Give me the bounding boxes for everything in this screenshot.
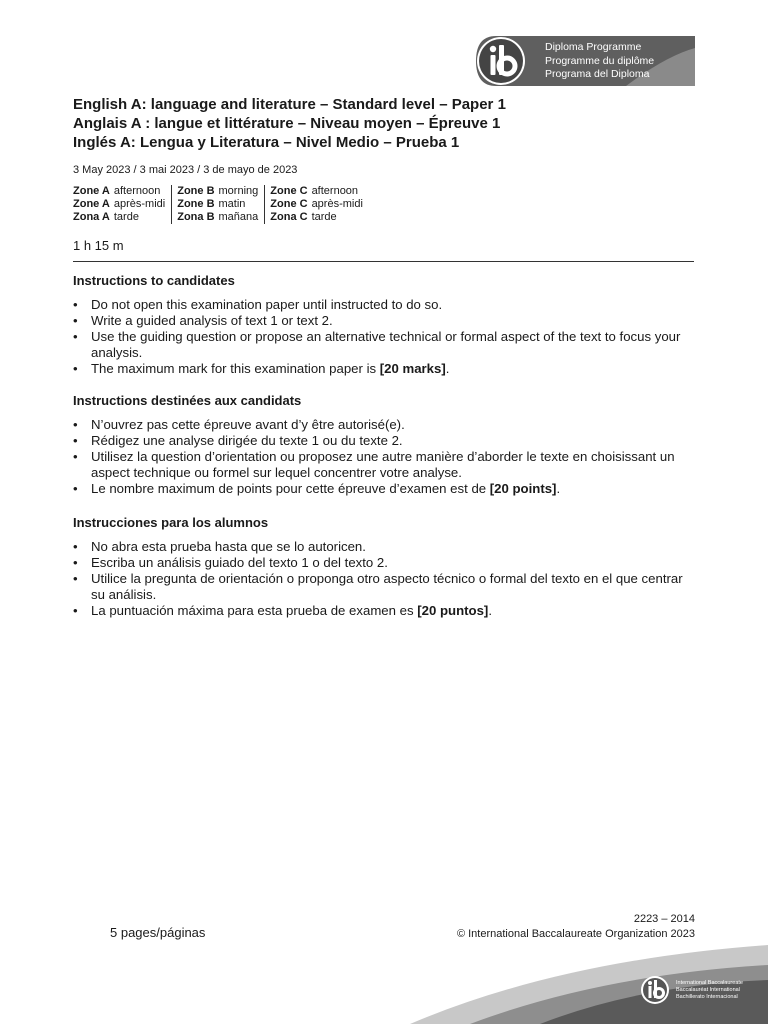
exam-titles bbox=[73, 95, 506, 152]
paper-code: 2223 – 2014 bbox=[633, 913, 695, 925]
list-item: • The maximum mark for this examination paper is [20 marks]. bbox=[73, 361, 698, 377]
title-french: Anglais A : langue et littérature – Niveau moyen – Épreuve 1 bbox=[73, 115, 501, 132]
ib-footer-logo-icon bbox=[640, 975, 670, 1005]
zone-a-column: Zone A afternoon Zone A après-midi Zona A tarde bbox=[73, 185, 166, 223]
programme-names bbox=[545, 41, 654, 82]
list-item: • Le nombre maximum de points pour cette épreuve d’examen est de [20 points]. bbox=[73, 481, 698, 497]
title-english: English A: language and literature – Standard level – Paper 1 bbox=[73, 96, 506, 113]
list-item: • Rédigez une analyse dirigée du texte 1 ou du texte 2. bbox=[73, 433, 698, 449]
ib-logo-icon bbox=[478, 38, 524, 84]
page-count: 5 pages/páginas bbox=[110, 925, 206, 940]
title-spanish: Inglés A: Lengua y Literatura – Nivel Medio – Prueba 1 bbox=[73, 134, 460, 151]
exam-duration: 1 h 15 m bbox=[73, 238, 124, 253]
section-heading: Instrucciones para los alumnos bbox=[73, 515, 269, 530]
list-item: • Write a guided analysis of text 1 or text 2. bbox=[73, 313, 698, 329]
list-item: • Utilisez la question d’orientation ou proposez une autre manière d’aborder le texte en choisissant un aspect technique ou formel sur lequel concentrer votre analyse. bbox=[73, 449, 698, 481]
instructions-spanish bbox=[73, 515, 698, 619]
programme-name-es: Programa del Diploma bbox=[545, 68, 650, 80]
list-item: • La puntuación máxima para esta prueba de examen es [20 puntos]. bbox=[73, 603, 698, 619]
exam-date: 3 May 2023 / 3 mai 2023 / 3 de mayo de 2023 bbox=[73, 164, 298, 176]
org-names: International Baccalaureate Baccalauréat International Bachillerato Internacional bbox=[676, 980, 743, 1000]
list-item: • No abra esta prueba hasta que se lo autoricen. bbox=[73, 539, 698, 555]
programme-name-fr: Programme du diplôme bbox=[545, 54, 655, 67]
list-item: • Utilice la pregunta de orientación o proponga otro aspecto técnico o formal del texto en el que centrar su análisis. bbox=[73, 571, 698, 603]
zone-c-column: Zone C afternoon Zone C après-midi Zona C tarde bbox=[264, 185, 369, 224]
programme-name-en: Diploma Programme bbox=[545, 41, 642, 53]
instructions-french bbox=[73, 393, 698, 497]
divider bbox=[73, 261, 694, 262]
list-item: • Use the guiding question or propose an alternative technical or formal aspect of the text to focus your analysis. bbox=[73, 329, 698, 361]
section-heading: Instructions destinées aux candidats bbox=[73, 393, 302, 408]
instructions-english bbox=[73, 273, 698, 377]
zone-table bbox=[73, 185, 369, 224]
list-item: • Escriba un análisis guiado del texto 1 o del texto 2. bbox=[73, 555, 698, 571]
section-heading: Instructions to candidates bbox=[73, 273, 235, 288]
footer-info bbox=[457, 912, 695, 942]
zone-b-column: Zone B morning Zone B matin Zona B mañana bbox=[171, 185, 264, 224]
list-item: • N’ouvrez pas cette épreuve avant d’y être autorisé(e). bbox=[73, 417, 698, 433]
copyright: © International Baccalaureate Organization 2023 bbox=[456, 928, 695, 940]
list-item: • Do not open this examination paper until instructed to do so. bbox=[73, 297, 698, 313]
